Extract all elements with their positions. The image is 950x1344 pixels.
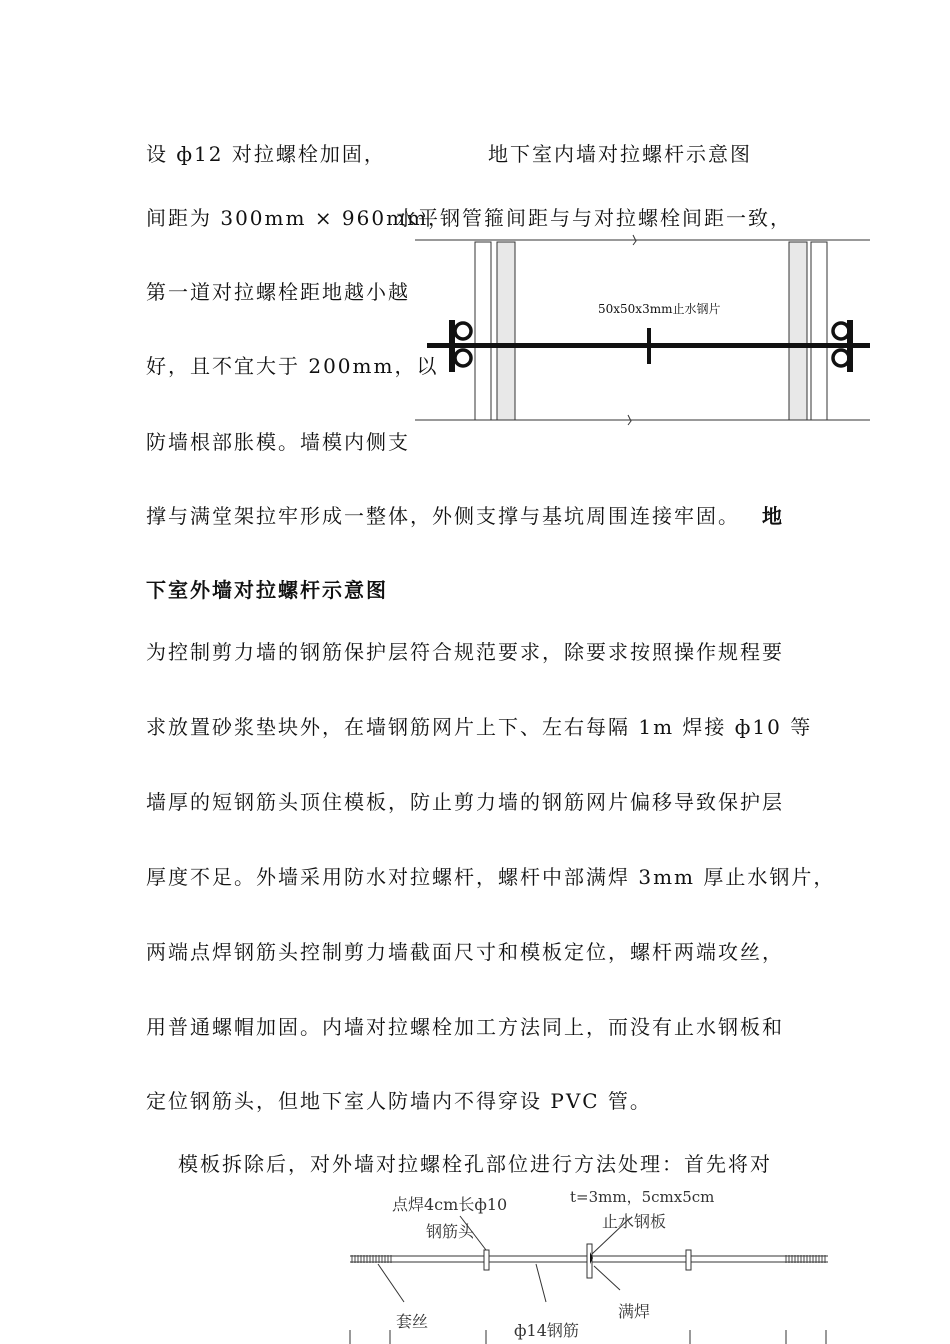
label-plate-1: t=3mm，5cmx5cm [570,1188,715,1206]
para-indent-line: 模板拆除后，对外墙对拉螺栓孔部位进行方法处理：首先将对 [178,1152,772,1176]
left-plank-outer [475,242,491,420]
para-line-7: 定位钢筋头，但地下室人防墙内不得穿设 PVC 管。 [146,1089,652,1113]
waterstop-plate [647,328,651,364]
text-line-2: 间距为 300mm × 960mm， [146,206,451,230]
weld-head-left [484,1250,489,1270]
heading-outer-wall: 下室外墙对拉螺杆示意图 [146,578,388,602]
right-plank-inner [789,242,807,420]
leader-thread [378,1264,404,1302]
leader-rebar [536,1264,546,1302]
para-line-1: 为控制剪力墙的钢筋保护层符合规范要求，除要求按照操作规程要 [146,640,784,664]
text-line-3: 第一道对拉螺栓距地越小越 [146,280,410,304]
label-fullweld: 满焊 [618,1302,651,1321]
para-line-4: 厚度不足。外墙采用防水对拉螺杆，螺杆中部满焊 3mm 厚止水钢片， [146,865,836,889]
para-line-2: 求放置砂浆垫块外，在墙钢筋网片上下、左右每隔 1m 焊接 ф10 等 [146,715,813,739]
para-line-5: 两端点焊钢筋头控制剪力墙截面尺寸和模板定位，螺杆两端攻丝， [146,940,784,964]
outer-wall-bolt-diagram [340,1180,840,1344]
figure-caption-line: 水平钢管箍间距与与对拉螺栓间距一致， [396,206,792,230]
label-thread: 套丝 [396,1312,429,1331]
para-line-6: 用普通螺帽加固。内墙对拉螺栓加工方法同上，而没有止水钢板和 [146,1015,784,1039]
label-plate-2: 止水钢板 [602,1212,667,1231]
figure-title-inner-wall: 地下室内墙对拉螺杆示意图 [488,142,752,166]
text-line-6-main: 撑与满堂架拉牢形成一整体，外侧支撑与基坑周围连接牢固。 [146,504,740,528]
label-weld-head-1: 点焊4cm长ф10 [392,1195,508,1214]
text-line-4: 好，且不宜大于 200mm，以 [146,354,439,378]
text-line-6 [146,500,784,529]
text-line-5: 防墙根部胀模。墙模内侧支 [146,430,410,454]
inner-wall-bolt-diagram [415,232,875,432]
right-plank-outer [811,242,827,420]
heading-start: 地 [762,504,784,528]
label-rebar: ф14钢筋 [514,1321,579,1340]
label-weld-head-2: 钢筋头 [426,1222,475,1241]
weld-head-right [686,1250,691,1270]
leader-fullweld [594,1266,620,1290]
text-line-1: 设 ф12 对拉螺栓加固， [146,142,386,166]
para-line-3: 墙厚的短钢筋头顶住模板，防止剪力墙的钢筋网片偏移导致保护层 [146,790,784,814]
plate-label: 50x50x3mm止水钢片 [598,302,721,316]
left-plank-inner [497,242,515,420]
bottom-ticks [350,1330,826,1344]
